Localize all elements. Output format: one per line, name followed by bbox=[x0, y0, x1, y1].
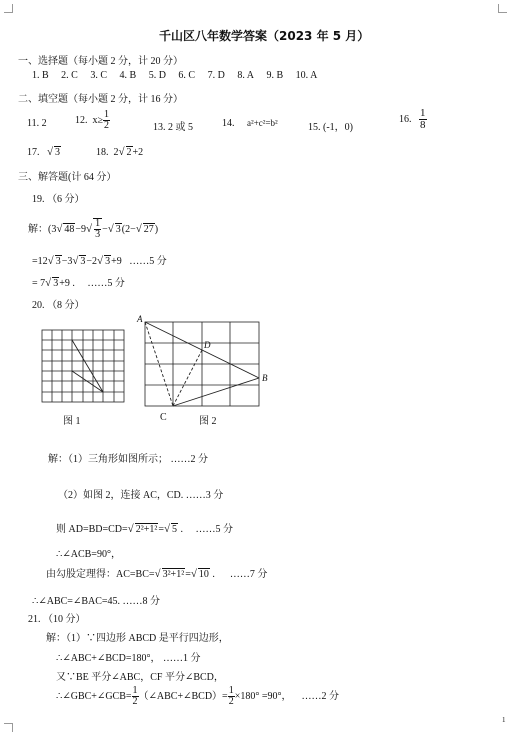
fill-answer-12: 12. x≥ $\frac{1}{2}$ bbox=[75, 109, 109, 131]
point-a-label: A bbox=[137, 314, 143, 324]
section3-heading: 三、解答题(计 64 分） bbox=[18, 172, 117, 183]
q21-line3: 又∵BE 平分∠ABC，CF 平分∠BCD， bbox=[56, 672, 224, 683]
q20-label: 20. （8 分） bbox=[32, 300, 85, 311]
q19-line2: =12√ 3−3√ 3−2√ 3+9 ……5 分 bbox=[32, 255, 167, 267]
mc-answer: 7. D bbox=[207, 70, 225, 81]
q21-line1: 解：（1）∵四边形 ABCD 是平行四边形， bbox=[46, 633, 229, 644]
fill-answer-15: 15. (-1，0) bbox=[308, 122, 353, 133]
page-number: 1 bbox=[502, 716, 506, 724]
q21-line4: ∴∠GBC+∠GCB= $\frac{1}{2}$ （∠ABC+∠BCD）= $\frac{1}{2}$ ×180° =90°， ……2 分 bbox=[56, 685, 339, 707]
mc-answer: 4. B bbox=[119, 70, 137, 81]
fill-answer-17: 17. √ 3 bbox=[27, 146, 61, 158]
q20-line1: 解：（1）三角形如图所示； ……2 分 bbox=[48, 454, 208, 465]
figure1-triangle bbox=[72, 340, 103, 392]
figure-grids bbox=[30, 313, 330, 428]
q19-label: 19. （6 分） bbox=[32, 194, 85, 205]
corner-mark-top-left bbox=[4, 4, 13, 13]
q21-label: 21. （10 分） bbox=[28, 614, 86, 625]
fill-answer-18: 18. 2√ 2+2 bbox=[96, 146, 144, 158]
fill-answer-13: 13. 2 或 5 bbox=[153, 122, 193, 133]
figure1-caption: 图 1 bbox=[63, 416, 81, 427]
mc-answer: 2. C bbox=[61, 70, 78, 81]
q20-line6: ∴∠ABC=∠BAC=45. ……8 分 bbox=[32, 596, 161, 607]
point-c-label: C bbox=[160, 412, 167, 423]
corner-mark-top-right bbox=[498, 4, 507, 13]
q20-line3: 则 AD=BD=CD=√ 2²+1²=√ 5 . ……5 分 bbox=[56, 523, 234, 535]
mc-answer: 9. B bbox=[266, 70, 284, 81]
q19-line3: = 7√ 3+9 . ……5 分 bbox=[32, 277, 125, 289]
q20-line2: （2）如图 2，连接 AC，CD. ……3 分 bbox=[58, 490, 224, 501]
mc-answers-row bbox=[32, 70, 317, 81]
mc-answer: 5. D bbox=[148, 70, 166, 81]
q20-line4: ∴∠ACB=90°， bbox=[56, 549, 121, 560]
mc-answer: 8. A bbox=[237, 70, 254, 81]
corner-mark-bottom-left bbox=[4, 723, 13, 732]
mc-answer: 3. C bbox=[90, 70, 108, 81]
fraction: $\frac{1}{8}$ bbox=[420, 107, 426, 131]
q20-line5: 由勾股定理得：AC=BC=√ 3²+1²=√ 10 . ……7 分 bbox=[46, 568, 268, 580]
fraction: $\frac{1}{2}$ bbox=[104, 109, 109, 131]
fill-answer-11: 11. 2 bbox=[27, 118, 47, 129]
figure1-grid bbox=[42, 330, 124, 402]
figure2-caption: 图 2 bbox=[199, 416, 217, 427]
fill-answer-16: 16. $\frac{1}{8}$ bbox=[399, 107, 426, 131]
mc-answer: 10. A bbox=[295, 70, 318, 81]
point-d-label: D bbox=[204, 340, 211, 350]
figure2-grid bbox=[145, 322, 259, 406]
document-title: 千山区八年数学答案（2023 年 5 月） bbox=[159, 29, 370, 43]
point-b-label: B bbox=[262, 373, 268, 383]
fill-answer-14: 14. a²+c²=b² bbox=[222, 118, 278, 129]
q19-line1: 解：(3√ 48−9√ $\frac{1}{3}$ −√ 3(2−√ 27) bbox=[28, 218, 159, 240]
mc-answer: 1. B bbox=[32, 70, 49, 81]
mc-answer: 6. C bbox=[178, 70, 196, 81]
section2-heading: 二、填空题（每小题 2 分，计 16 分） bbox=[18, 94, 183, 105]
section1-heading: 一、选择题（每小题 2 分，计 20 分） bbox=[18, 56, 183, 67]
q21-line2: ∴∠ABC+∠BCD=180°， ……1 分 bbox=[56, 653, 201, 664]
